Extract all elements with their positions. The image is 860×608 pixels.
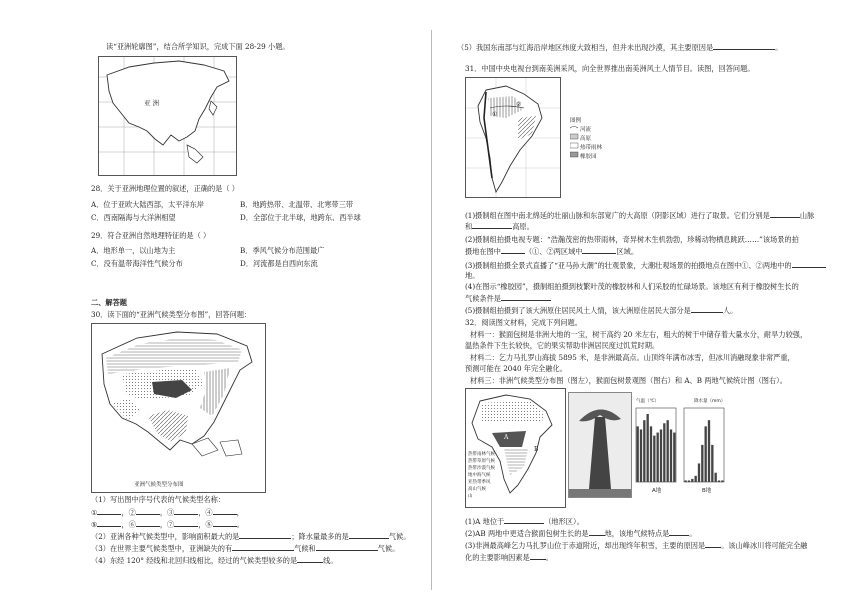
africa-legend-0: 热带雨林气候 [468, 452, 495, 457]
chart-bar [691, 479, 693, 482]
q32-part2: (2)AB 两地中更适合猴面包树生长的是 地，该地气候特点是 。 [465, 529, 697, 538]
blank-6[interactable] [136, 519, 160, 527]
material-1b: 温热条件下生长较快，它的果实帮助非洲居民度过饥荒时期。 [465, 341, 660, 350]
chart-bar [695, 476, 697, 482]
map2-caption: 亚洲气候类型分布图 [134, 482, 184, 488]
chart-bar [640, 429, 642, 482]
chart-bar [657, 433, 659, 482]
intro-28-29: 读“亚洲轮廓图”，结合所学知识，完成下面 28-29 小题。 [106, 42, 290, 51]
africa-legend-1: 热带草原气候 [468, 459, 495, 464]
asia-outline-map [98, 56, 237, 176]
asia-climate-map [91, 323, 266, 493]
map1-label: 亚 洲 [144, 99, 160, 107]
chart-bar [715, 473, 717, 482]
africa-legend-6: 山 [468, 494, 473, 499]
blank-race[interactable] [691, 305, 723, 313]
chart-bar [647, 414, 649, 482]
q29-option-d[interactable]: D．河流都是自西向东流 [240, 259, 318, 268]
q32-intro: 32．阅读图文材料，完成下列问题。 [465, 318, 582, 327]
q30-part1: （1）写出图中序号代表的气候类型名称： [91, 495, 225, 504]
section-heading: 二、解答题 [91, 298, 127, 307]
blank-climate-feature[interactable] [669, 528, 689, 536]
chart-bar [721, 480, 723, 482]
blank-1[interactable] [97, 507, 121, 515]
africa-legend-3: 地中海气候 [468, 473, 491, 478]
q31-part4b: 气候条件是 [465, 293, 551, 303]
chart-b-label: B地 [702, 488, 712, 494]
africa-legend-5: 高山气候 [468, 487, 486, 492]
legend-rainforest: 热带雨林 [580, 145, 603, 151]
q30-part2: （2）亚洲各种气候类型中，影响面积最大的是 ；降水量最多的是 气候。 [91, 532, 411, 541]
blank-landform[interactable] [504, 516, 544, 524]
blank-7[interactable] [174, 519, 198, 527]
chart-bar [643, 420, 645, 482]
q28-option-a[interactable]: A．位于亚欧大陆西部，太平洋东岸 [91, 200, 205, 209]
blank-climate[interactable] [501, 293, 551, 301]
climate-charts [634, 398, 726, 486]
chart-frame [684, 408, 724, 482]
chart-bar [663, 423, 665, 482]
chart-bar [660, 429, 662, 482]
africa-legend-4: 亚热带季风 [468, 480, 491, 485]
q30-intro: 30．读下面的“亚洲气候类型分布图”，回答问题： [91, 310, 252, 319]
africa-label-a: A [504, 434, 509, 441]
blank-missing-1[interactable] [232, 543, 294, 551]
material-1a: 材料一：猴面包树是非洲大地的一宝，树干高约 20 米左右，粗大的树干中储存着大量水分，耐旱力较强， [470, 330, 808, 339]
q28-option-c[interactable]: C．西南隔海与大洋洲相望 [91, 213, 176, 222]
chart-bar [688, 480, 690, 482]
q31-part2: (2)摄制组拍摄电视专题：“浩瀚茂密的热带雨林，奇异树木生机勃勃，珍稀动物栖息跳跃……”该场景的拍 [465, 235, 799, 244]
blank-wettest[interactable] [349, 531, 389, 539]
map3-label-1: ① [492, 111, 498, 118]
q31-part5: (5)摄制组拍摄到了该大洲原住居民风土人情，该大洲原住居民大部分是 人。 [465, 306, 738, 315]
blank-3[interactable] [174, 507, 198, 515]
chart-bar [718, 480, 720, 482]
blank-line[interactable] [297, 555, 323, 563]
q29-option-c[interactable]: C．没有温带海洋性气候分布 [91, 259, 183, 268]
blank-region[interactable] [501, 246, 525, 254]
blank-reason-snow[interactable] [705, 540, 721, 548]
chart-bar [650, 426, 652, 482]
q31-part1: (1)摄制组在图中南北绵延的壮丽山脉和东部宽广的大高原（阴影区域）进行了取景。它们分别是 山脉 [465, 211, 815, 220]
chart-bar [673, 433, 675, 482]
q28-option-b[interactable]: B．地跨热带、北温带、北寒带三带 [240, 200, 354, 209]
chart-bar [708, 420, 710, 482]
q29-stem: 29．符合亚洲自然地理特征的是（ ） [91, 231, 211, 240]
blank-2[interactable] [136, 507, 160, 515]
column-divider [431, 30, 432, 590]
material-2a: 材料二：乞力马扎罗山海拔 5895 米，是非洲最高点。山顶终年满布冰雪，但冰川消融现象非常严重， [470, 353, 795, 362]
blank-mountains[interactable] [770, 210, 800, 218]
africa-climate-map [465, 388, 566, 508]
chart-bar [637, 426, 639, 482]
material-2b: 预测可能在 2040 年完全融化。 [465, 364, 567, 373]
q32-part3: (3)非洲最高峰乞力马扎罗山位于赤道附近，却出现终年积雪，主要的原因是 。该山峰冰川将可能完全融 [465, 541, 808, 550]
chart-a-label: A地 [652, 488, 662, 494]
legend-title: 图例 [570, 118, 582, 124]
q31-part3: (3)摄制组拍摄全景式直播了“亚马孙大潮”的壮观景象，大潮壮观场景的拍摄地点在图中①、②两地中的 [465, 260, 826, 270]
chart-bar [701, 445, 703, 482]
blank-site[interactable] [792, 260, 826, 268]
blank-4[interactable] [213, 507, 237, 515]
q31-part4: (4)在图示“橡胶园”，摄制组拍摄到枝繁叶茂的橡胶林和人们采胶的忙碌场景。该地区有利于橡胶树生长的 [465, 282, 799, 291]
q30-part4: （4）东经 120° 经线和北回归线相比，经过的气候类型较多的是 线。 [91, 556, 338, 565]
q30-part5: （5）我国东南部与红海沿岸地区纬度大致相当，但并未出现沙漠，其主要原因是 。 [457, 43, 783, 52]
q32-part3b: 化的主要影响因素是 。 [465, 553, 553, 562]
q28-stem: 28．关于亚洲地理位置的叙述，正确的是（ ） [91, 184, 239, 193]
q31-part1b: 和 高原。 [465, 222, 534, 231]
blank-5[interactable] [97, 519, 121, 527]
q29-option-b[interactable]: B．季风气候分布范围最广 [240, 246, 325, 255]
south-america-map [465, 77, 561, 198]
chart-bar [667, 420, 669, 482]
q32-part1: (1)A 地位于 （地形区）。 [465, 517, 584, 526]
q30-row2: ⑤ ，⑥ ，⑦ ，⑧ 。 [91, 520, 244, 529]
blank-largest[interactable] [239, 531, 291, 539]
map3-label-2: ② [516, 101, 522, 108]
q29-option-a[interactable]: A．地形单一，以山地为主 [91, 246, 176, 255]
blank-reason[interactable] [713, 42, 775, 50]
legend-river: 河流 [580, 127, 592, 133]
baobab-photo [568, 392, 632, 498]
africa-label-b: B [534, 446, 539, 453]
chart-bar [685, 480, 687, 482]
legend-rubber: 橡胶园 [580, 154, 597, 160]
chart-bar [670, 429, 672, 482]
legend-plateau: 高原 [580, 136, 592, 142]
chart-bar [698, 463, 700, 482]
q31-part3b: 地。 [465, 271, 480, 280]
blank-missing-2[interactable] [316, 543, 378, 551]
blank-factor[interactable] [530, 552, 546, 560]
q30-part3: （3）在世界主要气候类型中，亚洲缺失的有 气候和 气候。 [91, 544, 400, 553]
chart-bar [653, 436, 655, 482]
blank-region-2[interactable] [582, 246, 616, 254]
q31-part2b: 摄地在图中 （①、②两区域中 区域。 [465, 247, 639, 256]
chart-bar [711, 445, 713, 482]
blank-site-ab[interactable] [589, 528, 605, 536]
blank-8[interactable] [213, 519, 237, 527]
q28-option-d[interactable]: D．全部位于北半球，地跨东、西半球 [240, 213, 361, 222]
q31-intro: 31．中国中央电视台到南美洲采风，向全世界推出南美洲风土人情节目。读图，回答问题。 [465, 64, 755, 73]
chart-a-title: 气温（℃） [636, 399, 660, 404]
chart-b-title: 降水量（mm） [694, 399, 726, 404]
africa-legend-2: 热带沙漠气候 [468, 466, 495, 471]
blank-plateau[interactable] [472, 221, 512, 229]
q30-row1: ① ，② ，③ ，④ ， [91, 508, 244, 517]
material-3: 材料三：非洲气候类型分布图（图左），猴面包树景观图（图右）和 A、B 两地气候统计图（图右）。 [470, 376, 787, 385]
chart-bar [705, 426, 707, 482]
